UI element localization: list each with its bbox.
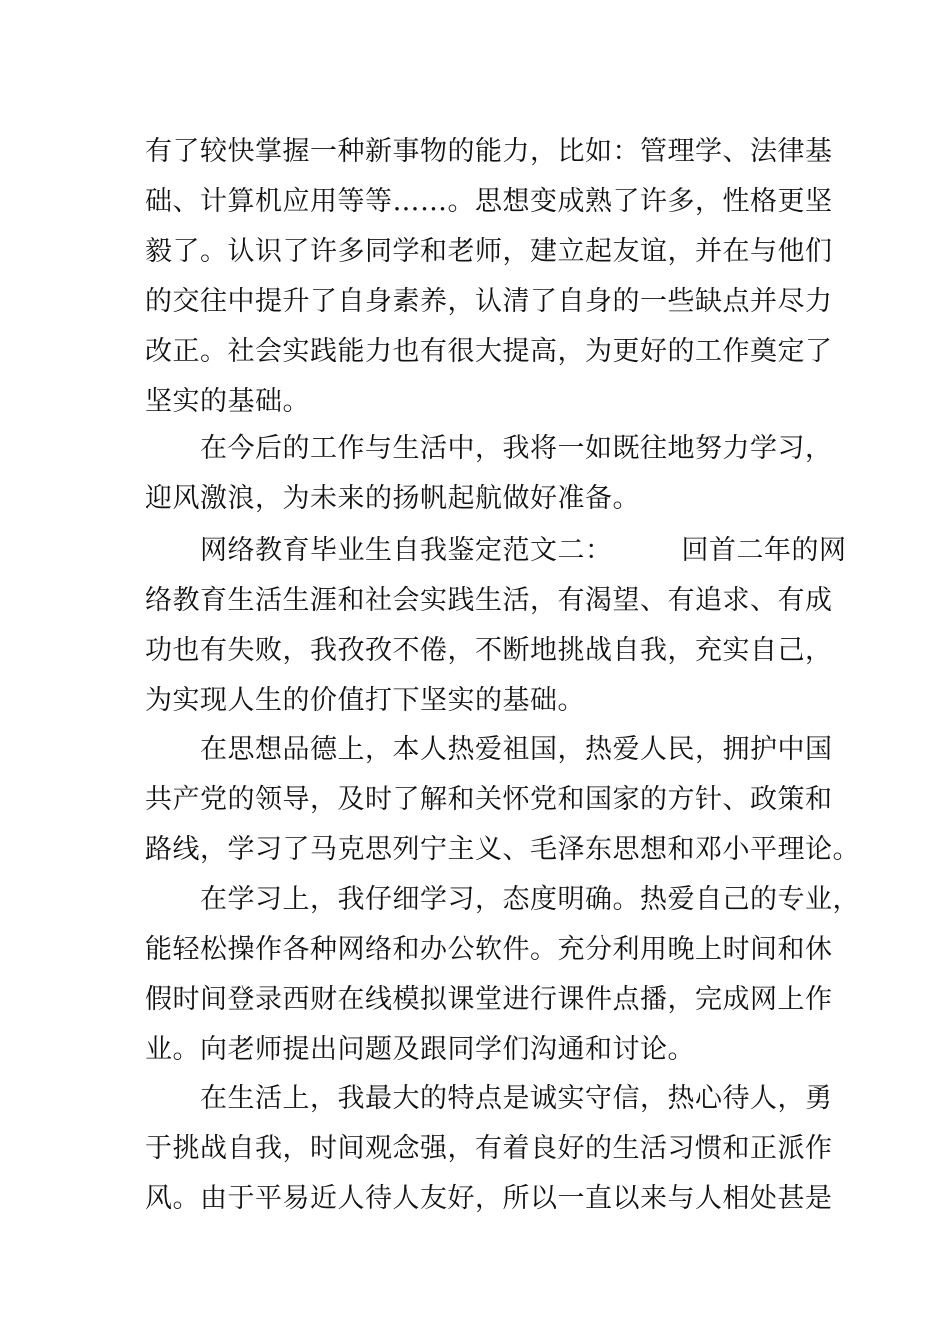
text-line: 在思想品德上，本人热爱祖国，热爱人民，拥护中国 (200, 734, 833, 765)
text-line: 假时间登录西财在线模拟课堂进行课件点播，完成网上作 (145, 984, 833, 1015)
text-line: 坚实的基础。 (145, 386, 310, 417)
text-line: 迎风激浪，为未来的扬帆起航做好准备。 (145, 483, 640, 514)
text-line: 在今后的工作与生活中，我将一如既往地努力学习， (200, 433, 833, 464)
text-line: 能轻松操作各种网络和办公软件。充分利用晚上时间和休 (145, 934, 833, 965)
text-line: 毅了。认识了许多同学和老师，建立起友谊，并在与他们 (145, 236, 833, 267)
text-line: 在生活上，我最大的特点是诚实守信，热心待人，勇 (200, 1083, 833, 1114)
text-line: 为实现人生的价值打下坚实的基础。 (145, 685, 585, 716)
text-line: 络教育生活生涯和社会实践生活，有渴望、有追求、有成 (145, 585, 833, 616)
text-line: 网络教育毕业生自我鉴定范文二： 回首二年的网 (200, 535, 847, 566)
text-line: 风。由于平易近人待人友好，所以一直以来与人相处甚是 (145, 1183, 833, 1214)
text-line: 业。向老师提出问题及跟同学们沟通和讨论。 (145, 1034, 695, 1065)
text-line: 功也有失败，我孜孜不倦，不断地挑战自我，充实自己， (145, 635, 833, 666)
text-line: 础、计算机应用等等……。思想变成熟了许多，性格更坚 (145, 186, 833, 217)
text-line: 的交往中提升了自身素养，认清了自身的一些缺点并尽力 (145, 286, 833, 317)
text-line: 于挑战自我，时间观念强，有着良好的生活习惯和正派作 (145, 1133, 833, 1164)
text-line: 有了较快掌握一种新事物的能力，比如：管理学、法律基 (145, 136, 833, 167)
text-line: 在学习上，我仔细学习，态度明确。热爱自己的专业， (200, 884, 860, 915)
text-line: 路线，学习了马克思列宁主义、毛泽东思想和邓小平理论。 (145, 834, 860, 865)
text-line: 改正。社会实践能力也有很大提高，为更好的工作奠定了 (145, 336, 833, 367)
text-line: 共产党的领导，及时了解和关怀党和国家的方针、政策和 (145, 784, 833, 815)
